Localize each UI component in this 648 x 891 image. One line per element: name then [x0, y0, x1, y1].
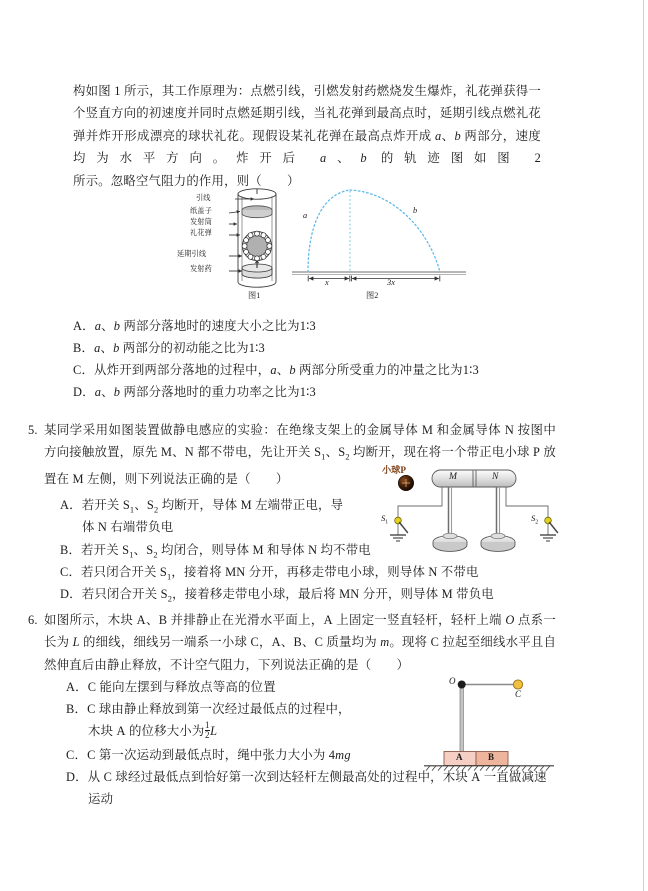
fig3-label-conductor-m: M	[449, 471, 457, 482]
q6-option-b-line1: B．C 球由静止释放到第一次经过最低点的过程中，	[66, 702, 351, 716]
fig4-label-block-b: B	[488, 752, 495, 762]
q6-number: 6.	[28, 613, 38, 627]
fig1-label-propellant: 发射药	[190, 265, 212, 273]
fig1-label-tube: 发射筒	[190, 218, 212, 226]
q5-option-d: D．若只闭合开关 $S_2$，接着移走带电小球，最后将 MN 分开，则导体 M 带负电	[60, 587, 494, 604]
q6-stem: 如图所示，木块 A、B 并排静止在光滑水平面上，A 上固定一竖直轻杆，轻杆上端 O 点系一长为 L 的细线，细线另一端系一小球 C，A、B、C 质量均为 m。现将 C 拉起至细线水平且自然伸直后由静止释放，不计空气阻力，下列说法正确的是（ ）	[44, 613, 557, 672]
fig3-label-conductor-n: N	[492, 471, 499, 482]
fig3-s1-sub: 1	[385, 519, 389, 526]
trajectory-svg	[288, 186, 470, 292]
fig3-s2-sub: 2	[535, 519, 539, 526]
q6-option-b-line2: 木块 A 的位移大小为 $\frac{1}{2}$ L	[88, 719, 218, 740]
q5-option-b: B．若开关 $S_1$、$S_2$ 均闭合，则导体 M 和导体 N 均不带电	[60, 543, 371, 560]
fig3-label-switch-s2	[531, 513, 538, 526]
q5-option-a-line1: A．若开关 $S_1$、$S_2$ 均断开，导体 M 左端带正电，导	[60, 498, 344, 515]
induction-apparatus-svg	[372, 462, 572, 566]
q6-option-c: C．C 第一次运动到最低点时，绳中张力大小为 4mg	[66, 748, 351, 762]
q4-figure2-trajectory	[288, 186, 470, 301]
q5-figure-electrostatic-induction	[372, 462, 572, 566]
q6-option-a: A．C 能向左摆到与释放点等高的位置	[66, 680, 276, 694]
fig1-label-shell: 礼花弹	[190, 229, 212, 237]
fig2-label-b: b	[413, 206, 418, 215]
q5-number: 5.	[28, 423, 38, 437]
q4-option-b: B．a、b 两部分的初动能之比为1∶3	[73, 341, 265, 355]
fig3-label-switch-s1	[381, 513, 388, 526]
fig4-label-o: O	[449, 676, 456, 686]
fig1-label-fuse: 引线	[196, 194, 211, 202]
fig2-dim-x: x	[325, 278, 329, 287]
fig2-label-a: a	[303, 211, 308, 220]
page-right-rule	[643, 0, 644, 891]
fig1-label-paper-cap: 纸盖子	[190, 207, 212, 215]
fig4-label-block-a: A	[456, 752, 463, 762]
fig3-s1-letter: S	[381, 513, 386, 523]
fig2-caption: 图2	[366, 291, 379, 300]
fig3-s2-letter: S	[531, 513, 536, 523]
fig4-label-c: C	[515, 689, 522, 699]
fig2-dim-3x: 3x	[387, 278, 395, 287]
q4-stem: 构如图 1 所示，其工作原理为：点燃引线，引燃发射药燃烧发生爆炸，礼花弹获得一个竖直方向的初速度并同时点燃延期引线，当礼花弹到最高点时，延期引线点燃礼花弹并炸开形成漂亮的球状礼花。现假设某礼花弹在最高点炸开成 a、b 两部分，速度均为水平方向。炸开后 a、b 的轨迹图如图 2 所示。忽略空气阻力的作用，则（ ）	[73, 84, 542, 188]
q5-option-a-line2: 体 N 右端带负电	[82, 520, 174, 534]
fig3-label-ball-p: 小球P	[382, 465, 406, 475]
fig1-caption: 图1	[248, 291, 261, 300]
fig1-label-delay-fuse: 延期引线	[177, 250, 207, 258]
q6-option-d-line2: 运动	[88, 792, 114, 806]
q6-option-d-line1: D．从 C 球经过最低点到恰好第一次到达轻杆左侧最高处的过程中，木块 A 一直做减速	[66, 770, 547, 784]
q5-option-c: C．若只闭合开关 $S_1$，接着将 MN 分开，再移走带电小球，则导体 N 不带电	[60, 565, 479, 582]
q4-option-a: A．a、b 两部分落地时的速度大小之比为1∶3	[73, 319, 316, 333]
q4-option-d: D．a、b 两部分落地时的重力功率之比为1∶3	[73, 385, 316, 399]
q4-option-c: C．从炸开到两部分落地的过程中，a、b 两部分所受重力的冲量之比为1∶3	[73, 363, 479, 377]
q4-figure1-firework-mortar	[177, 186, 292, 301]
q6-figure-blocks-pendulum	[416, 666, 564, 774]
q5-stem: 某同学采用如图装置做静电感应的实验：在绝缘支架上的金属导体 M 和金属导体 N 按图中方向接触放置，原先 M、N 都不带电，先让开关 $S_1$、$S_2$ 均断开，现在将一个带正电小球 P 放置在 M 左侧，则下列说法正确的是（ ）	[44, 423, 556, 487]
